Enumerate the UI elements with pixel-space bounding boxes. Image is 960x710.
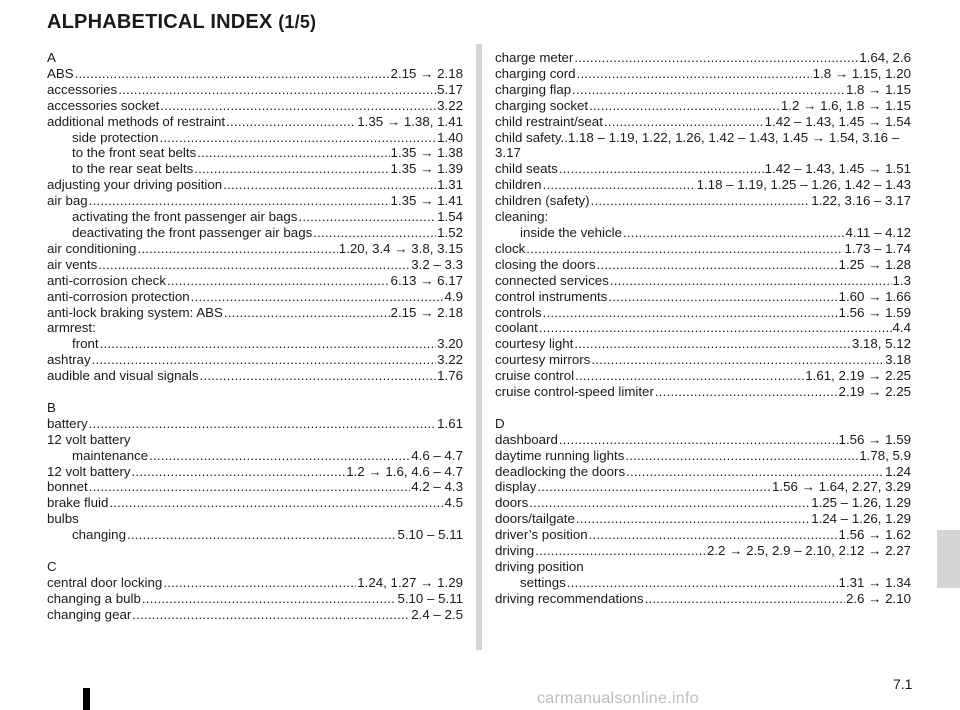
entry-term: 12 volt battery [47, 463, 131, 479]
entry-term: connected services [495, 272, 609, 288]
title-text: ALPHABETICAL INDEX [47, 11, 273, 33]
index-entry [495, 257, 911, 273]
dot-leader [610, 273, 892, 289]
dot-leader [137, 241, 337, 257]
index-entry [495, 289, 911, 305]
entry-page-ref: 2.15 → 2.18 [390, 65, 463, 81]
entry-term: changing a bulb [47, 590, 141, 606]
entry-term: driving [495, 543, 535, 559]
entry-page-ref: 4.4 [892, 320, 911, 336]
index-entry-text: driving position [495, 558, 584, 574]
entry-page-ref: 1.61 [437, 415, 463, 431]
dot-leader [529, 495, 810, 511]
column-divider [476, 44, 482, 650]
dot-leader [191, 289, 444, 305]
dot-leader [535, 543, 706, 559]
entry-page-ref: 4.2 – 4.3 [411, 479, 463, 495]
entry-page-ref: 3.18, 5.12 [851, 336, 911, 352]
index-entry [495, 464, 911, 480]
index-entry [495, 114, 911, 130]
section-side-tab [937, 530, 960, 588]
entry-term: accessories [47, 81, 118, 97]
section-gap [47, 384, 463, 400]
entry-page-ref: 1.25 → 1.28 [838, 256, 911, 272]
dot-leader [163, 575, 356, 591]
entry-page-ref: 2.4 – 2.5 [411, 606, 463, 622]
dot-leader [537, 479, 771, 495]
dot-leader [626, 464, 884, 480]
entry-page-ref: 1.78, 5.9 [859, 447, 911, 463]
entry-term: deadlocking the doors [495, 463, 626, 479]
dot-leader [200, 368, 437, 384]
entry-page-ref: 1.56 → 1.59 [838, 431, 911, 447]
entry-page-ref: 2.2 → 2.5, 2.9 – 2.10, 2.12 → 2.27 [706, 543, 911, 559]
entry-page-ref: 1.35 → 1.38 [390, 145, 463, 161]
entry-page-ref: 1.64, 2.6 [859, 50, 911, 65]
dot-leader [313, 225, 436, 241]
entry-term: anti-lock braking system: ABS [47, 304, 223, 320]
dot-leader [608, 289, 837, 305]
entry-page-ref: 2.15 → 2.18 [390, 304, 463, 320]
index-entry [495, 82, 911, 98]
entry-page-ref: 1.18 – 1.19, 1.25 – 1.26, 1.42 – 1.43 [696, 177, 911, 193]
entry-term: controls [495, 304, 542, 320]
crop-mark [83, 688, 90, 710]
entry-page-ref: 1.8 → 1.15 [845, 81, 911, 97]
entry-term: anti-corrosion protection [47, 288, 190, 304]
index-subentry [47, 527, 463, 543]
entry-page-ref: 3.2 – 3.3 [411, 256, 463, 272]
section-gap [47, 543, 463, 559]
entry-term: courtesy light [495, 336, 574, 352]
entry-term: air conditioning [47, 240, 137, 256]
entry-term: battery [47, 415, 88, 431]
entry-page-ref: 5.10 – 5.11 [397, 590, 463, 606]
dot-leader [224, 305, 390, 321]
dot-leader [574, 50, 858, 66]
entry-term: anti-corrosion check [47, 272, 166, 288]
index-entry [495, 448, 911, 464]
index-entry [495, 241, 911, 257]
index-subentry [47, 336, 463, 352]
dot-leader [127, 527, 396, 543]
entry-page-ref: 1.31 [437, 177, 463, 193]
entry-term: children (safety) [495, 193, 590, 209]
index-entry [47, 66, 463, 82]
index-entry [47, 352, 463, 368]
entry-page-ref: 1.3 [892, 272, 911, 288]
letter-heading: C [47, 558, 57, 574]
entry-term: display [495, 479, 537, 495]
index-entry [495, 320, 911, 336]
dot-leader [526, 241, 843, 257]
section-gap [495, 400, 911, 416]
index-entry [495, 98, 911, 114]
dot-leader [167, 273, 390, 289]
entry-page-ref: 4.6 – 4.7 [411, 447, 463, 463]
dot-leader [597, 257, 838, 273]
index-subentry [47, 161, 463, 177]
entry-term: coolant [495, 320, 538, 336]
entry-page-ref: 4.5 [444, 495, 463, 511]
watermark: carmanualsonline.info [537, 690, 699, 707]
entry-term: courtesy mirrors [495, 352, 591, 368]
dot-leader [589, 527, 838, 543]
dot-leader [604, 114, 764, 130]
entry-term: children [495, 177, 542, 193]
entry-page-ref: 1.35 → 1.39 [390, 161, 463, 177]
index-entry [47, 464, 463, 480]
index-subentry [47, 145, 463, 161]
entry-term: cruise control-speed limiter [495, 384, 654, 400]
index-entry [47, 479, 463, 495]
entry-term: changing [72, 527, 126, 543]
index-entry [47, 368, 463, 384]
index-entry [47, 82, 463, 98]
entry-page-ref: 2.6 → 2.10 [845, 590, 911, 606]
dot-leader [559, 432, 838, 448]
entry-term: side protection [72, 129, 159, 145]
entry-term: clock [495, 240, 526, 256]
index-entry [495, 591, 911, 607]
entry-term: child seats [495, 161, 558, 177]
entry-term: driver’s position [495, 527, 588, 543]
entry-page-ref: 1.35 → 1.38, 1.41 [357, 113, 463, 129]
entry-page-ref: 1.31 → 1.34 [838, 574, 911, 590]
dot-leader [132, 607, 410, 623]
entry-term: accessories socket [47, 97, 160, 113]
entry-term: settings [520, 574, 566, 590]
entry-page-ref: 5.17 [437, 81, 463, 97]
entry-term: air vents [47, 256, 98, 272]
dot-leader [149, 448, 410, 464]
entry-page-ref: 1.22, 3.16 – 3.17 [811, 193, 911, 209]
dot-leader [89, 193, 390, 209]
entry-page-ref: 1.35 → 1.41 [390, 193, 463, 209]
entry-term: charging cord [495, 65, 576, 81]
page-title [47, 11, 316, 34]
dot-leader [92, 352, 437, 368]
index-entry [47, 257, 463, 273]
index-entry [47, 305, 463, 321]
entry-term: ashtray [47, 352, 91, 368]
page-number: 7.1 [893, 676, 913, 692]
dot-leader [132, 464, 346, 480]
index-entry [47, 416, 463, 432]
entry-term: to the front seat belts [72, 145, 197, 161]
entry-term: maintenance [72, 447, 149, 463]
entry-term: child restraint/seat [495, 113, 603, 129]
entry-page-ref: 1.60 → 1.66 [838, 288, 911, 304]
entry-page-ref: 1.42 – 1.43, 1.45 → 1.54 [764, 113, 911, 129]
title-subtitle: (1/5) [278, 12, 317, 32]
dot-leader [655, 384, 838, 400]
index-left-column [47, 50, 463, 623]
dot-leader [567, 575, 838, 591]
index-entry [495, 384, 911, 400]
index-entry [495, 368, 911, 384]
index-entry [495, 495, 911, 511]
dot-leader [98, 257, 410, 273]
entry-page-ref: 1.61, 2.19 → 2.25 [805, 368, 911, 384]
index-entry [495, 511, 911, 527]
entry-page-ref: 1.40 [437, 129, 463, 145]
dot-leader [194, 161, 389, 177]
entry-term: front [72, 336, 99, 352]
dot-leader [223, 177, 436, 193]
dot-leader [623, 225, 844, 241]
entry-page-ref: 4.9 [444, 288, 463, 304]
dot-leader [625, 448, 858, 464]
index-entry [47, 575, 463, 591]
dot-leader [226, 114, 356, 130]
dot-leader [160, 98, 436, 114]
index-entry-text: cleaning: [495, 209, 549, 225]
index-entry [495, 479, 911, 495]
entry-term: to the rear seat belts [72, 161, 194, 177]
entry-term: additional methods of restraint [47, 113, 226, 129]
dot-leader [591, 352, 884, 368]
entry-page-ref: 1.24, 1.27 → 1.29 [357, 574, 463, 590]
entry-term: activating the front passenger air bags [72, 209, 298, 225]
index-entry [495, 66, 911, 82]
entry-page-ref: 1.54 [437, 209, 463, 225]
entry-page-ref: 3.22 [437, 352, 463, 368]
index-entry [47, 193, 463, 209]
entry-term: brake fluid [47, 495, 109, 511]
entry-term: audible and visual signals [47, 368, 199, 384]
index-subentry [495, 575, 911, 591]
index-entry [495, 193, 911, 209]
index-entry [495, 273, 911, 289]
dot-leader [576, 511, 810, 527]
index-entry [495, 543, 911, 559]
index-right-column [495, 50, 911, 607]
entry-page-ref: 1.73 – 1.74 [844, 240, 911, 256]
entry-page-ref: 5.10 – 5.11 [397, 527, 463, 543]
index-entry [495, 432, 911, 448]
index-entry [495, 527, 911, 543]
index-entry-text: child safety..1.18 – 1.19, 1.22, 1.26, 1.42 – 1.43, 1.45 → 1.54, 3.16 – 3.17 [495, 129, 900, 161]
index-entry-text: armrest: [47, 320, 96, 336]
index-entry [47, 289, 463, 305]
index-subentry [47, 209, 463, 225]
entry-page-ref: 1.8 → 1.15, 1.20 [812, 65, 911, 81]
dot-leader [591, 193, 811, 209]
index-entry-text: 12 volt battery [47, 431, 131, 447]
entry-term: charge meter [495, 50, 574, 65]
entry-page-ref: 6.13 → 6.17 [390, 272, 463, 288]
dot-leader [575, 368, 804, 384]
index-subentry [47, 448, 463, 464]
index-entry [495, 352, 911, 368]
entry-page-ref: 3.20 [437, 336, 463, 352]
entry-term: bonnet [47, 479, 88, 495]
dot-leader [159, 130, 436, 146]
entry-term: daytime running lights [495, 447, 625, 463]
index-entry [495, 50, 911, 66]
entry-page-ref: 1.42 – 1.43, 1.45 → 1.51 [764, 161, 911, 177]
index-entry [47, 114, 463, 130]
dot-leader [539, 320, 892, 336]
entry-page-ref: 3.22 [437, 97, 463, 113]
entry-page-ref: 1.20, 3.4 → 3.8, 3.15 [338, 240, 463, 256]
entry-term: air bag [47, 193, 88, 209]
entry-term: closing the doors [495, 256, 596, 272]
index-entry [495, 336, 911, 352]
dot-leader [118, 82, 436, 98]
entry-page-ref: 1.25 – 1.26, 1.29 [811, 495, 911, 511]
index-entry [47, 607, 463, 623]
entry-page-ref: 1.56 → 1.59 [838, 304, 911, 320]
entry-page-ref: 1.56 → 1.62 [838, 527, 911, 543]
dot-leader [89, 416, 436, 432]
index-entry [47, 98, 463, 114]
entry-term: driving recommendations [495, 590, 644, 606]
entry-term: inside the vehicle [520, 224, 623, 240]
entry-page-ref: 1.2 → 1.6, 4.6 – 4.7 [346, 463, 463, 479]
entry-term: charging flap [495, 81, 572, 97]
index-subentry [495, 225, 911, 241]
index-subentry [47, 225, 463, 241]
entry-term: doors/tailgate [495, 511, 575, 527]
entry-page-ref: 3.18 [885, 352, 911, 368]
entry-term: changing gear [47, 606, 132, 622]
index-entry [47, 273, 463, 289]
dot-leader [75, 66, 390, 82]
entry-page-ref: 1.24 [885, 463, 911, 479]
entry-page-ref: 1.24 – 1.26, 1.29 [811, 511, 911, 527]
dot-leader [559, 161, 764, 177]
dot-leader [574, 336, 851, 352]
index-entry [495, 177, 911, 193]
entry-term: central door locking [47, 574, 163, 590]
dot-leader [142, 591, 397, 607]
index-subentry [47, 130, 463, 146]
dot-leader [109, 495, 443, 511]
entry-term: ABS [47, 65, 74, 81]
entry-page-ref: 4.11 – 4.12 [845, 224, 911, 240]
index-entry [47, 177, 463, 193]
dot-leader [572, 82, 845, 98]
dot-leader [197, 145, 389, 161]
entry-term: cruise control [495, 368, 575, 384]
index-entry [47, 241, 463, 257]
letter-heading: B [47, 399, 56, 415]
dot-leader [589, 98, 780, 114]
index-entry [495, 305, 911, 321]
index-entry [47, 495, 463, 511]
dot-leader [298, 209, 436, 225]
dot-leader [543, 177, 696, 193]
dot-leader [100, 336, 437, 352]
entry-term: charging socket [495, 97, 589, 113]
entry-page-ref: 1.56 → 1.64, 2.27, 3.29 [772, 479, 911, 495]
index-entry [47, 591, 463, 607]
entry-page-ref: 1.52 [437, 224, 463, 240]
letter-heading: A [47, 50, 56, 65]
dot-leader [89, 479, 411, 495]
entry-term: doors [495, 495, 529, 511]
entry-page-ref: 1.2 → 1.6, 1.8 → 1.15 [780, 97, 911, 113]
entry-term: deactivating the front passenger air bags [72, 224, 313, 240]
entry-page-ref: 2.19 → 2.25 [838, 384, 911, 400]
dot-leader [543, 305, 838, 321]
entry-page-ref: 1.76 [437, 368, 463, 384]
entry-term: control instruments [495, 288, 608, 304]
index-entry [495, 161, 911, 177]
dot-leader [645, 591, 845, 607]
entry-term: dashboard [495, 431, 558, 447]
entry-term: adjusting your driving position [47, 177, 223, 193]
index-entry-text: bulbs [47, 511, 79, 527]
letter-heading: D [495, 415, 505, 431]
dot-leader [577, 66, 812, 82]
